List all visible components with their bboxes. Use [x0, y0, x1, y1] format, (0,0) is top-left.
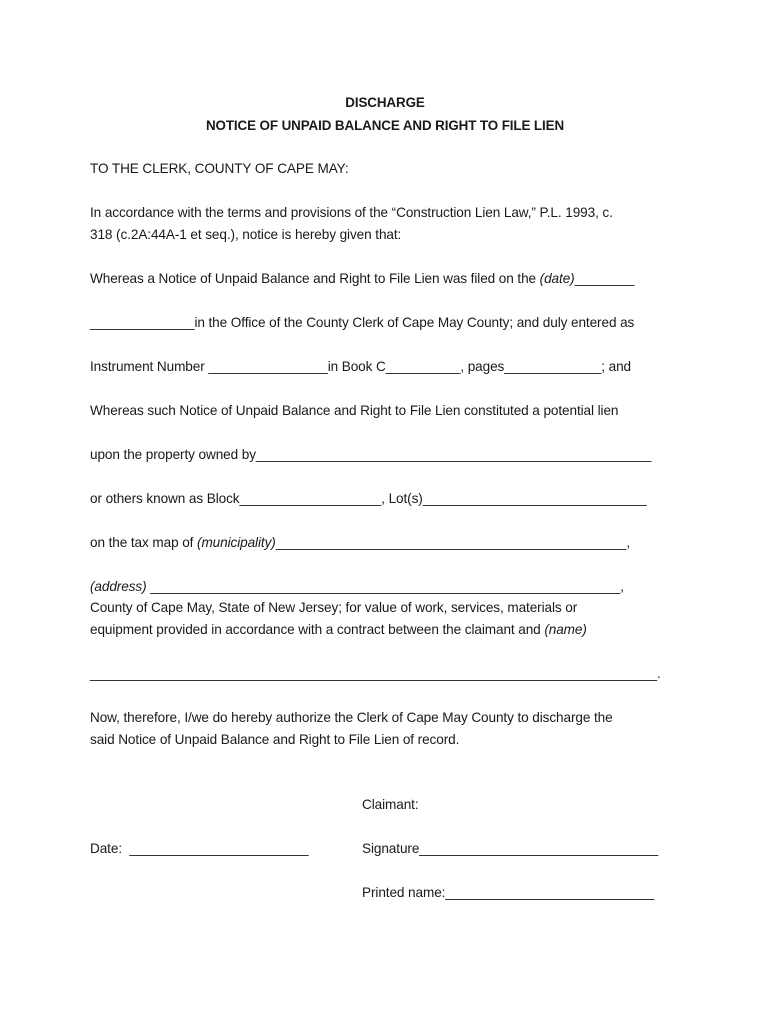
- intro-line-2: 318 (c.2A:44A-1 et seq.), notice is hereby given that:: [90, 227, 402, 242]
- instrument-line: [90, 358, 631, 375]
- municipality-label: (municipality): [197, 535, 276, 550]
- date-field[interactable]: ________________________: [129, 841, 309, 856]
- signature-line: [362, 840, 658, 857]
- owned-by-line: [90, 446, 651, 463]
- date-field-line: [90, 840, 308, 857]
- title-line-2: NOTICE OF UNPAID BALANCE AND RIGHT TO FILE LIEN: [205, 118, 565, 133]
- municipality-field[interactable]: _______________________________________________: [275, 535, 627, 550]
- and-text: ; and: [601, 359, 631, 374]
- county-line-1: County of Cape May, State of New Jersey; for value of work, services, materials or: [90, 600, 578, 615]
- filed-date-continued-field[interactable]: ______________: [90, 315, 195, 330]
- book-label: in Book C: [327, 359, 386, 374]
- pages-field[interactable]: _____________: [504, 359, 602, 374]
- pages-label: , pages: [460, 359, 505, 374]
- lots-label: , Lot(s): [381, 491, 423, 506]
- block-lot-line: [90, 490, 647, 507]
- tax-map-line: [90, 534, 630, 551]
- claimant-label: Claimant:: [362, 797, 419, 812]
- period: .: [656, 666, 661, 681]
- instrument-label: Instrument Number: [90, 359, 209, 374]
- signature-label: Signature: [362, 841, 420, 856]
- address-field[interactable]: _______________________________________________________________: [150, 579, 621, 594]
- owned-by-label: upon the property owned by: [90, 447, 256, 462]
- date-field-label: Date:: [90, 841, 130, 856]
- name-label: (name): [544, 622, 587, 637]
- county-line-2: [90, 621, 587, 638]
- whereas-potential-lien: Whereas such Notice of Unpaid Balance and Right to File Lien constituted a potential lien: [90, 403, 619, 418]
- block-field[interactable]: ___________________: [239, 491, 382, 506]
- authorize-line-1: Now, therefore, I/we do hereby authorize the Clerk of Cape May County to discharge the: [90, 710, 613, 725]
- title-line-1: DISCHARGE: [345, 95, 425, 110]
- address-label: (address): [90, 579, 151, 594]
- book-field[interactable]: __________: [385, 359, 461, 374]
- printed-name-label: Printed name:: [362, 885, 446, 900]
- comma: ,: [626, 535, 631, 550]
- lots-field[interactable]: ______________________________: [422, 491, 647, 506]
- name-line: [90, 665, 661, 682]
- tax-map-label: on the tax map of: [90, 535, 198, 550]
- contract-text: equipment provided in accordance with a contract between the claimant and: [90, 622, 545, 637]
- instrument-number-field[interactable]: ________________: [208, 359, 328, 374]
- intro-line-1: In accordance with the terms and provisions of the “Construction Lien Law,” P.L. 1993, c.: [90, 205, 613, 220]
- printed-name-line: [362, 884, 654, 901]
- name-field[interactable]: ____________________________________________________________________________: [90, 666, 657, 681]
- office-line: [90, 314, 634, 331]
- owner-field[interactable]: _____________________________________________________: [255, 447, 652, 462]
- date-label: (date): [539, 271, 575, 286]
- authorize-line-2: said Notice of Unpaid Balance and Right to File Lien of record.: [90, 732, 460, 747]
- salutation: TO THE CLERK, COUNTY OF CAPE MAY:: [90, 161, 349, 176]
- address-line: [90, 578, 624, 595]
- block-label: or others known as Block: [90, 491, 240, 506]
- filed-date-field[interactable]: ________: [574, 271, 635, 286]
- printed-name-field[interactable]: ____________________________: [445, 885, 655, 900]
- office-text: in the Office of the County Clerk of Cape May County; and duly entered as: [194, 315, 635, 330]
- whereas-filed-text: Whereas a Notice of Unpaid Balance and Right to File Lien was filed on the: [90, 271, 540, 286]
- whereas-filed-line: [90, 270, 634, 287]
- comma: ,: [620, 579, 624, 594]
- signature-field[interactable]: ________________________________: [419, 841, 659, 856]
